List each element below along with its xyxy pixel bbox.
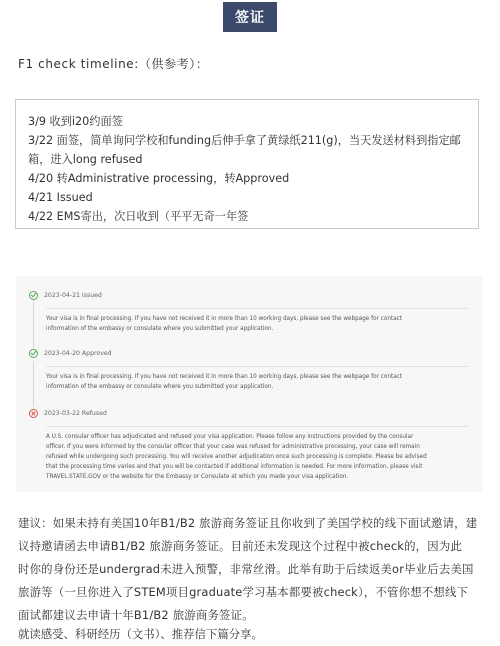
status-date-label: 2023-04-21 Issued: [44, 292, 102, 299]
advice-line: 面试都建议去申请十年B1/B2 旅游商务签证。: [18, 608, 254, 622]
timeline-line: 4/22 EMS寄出，次日收到（平平无奇一年签: [28, 210, 249, 223]
footer-note: 就读感受、科研经历（文书）、推荐信下篇分享。: [18, 627, 263, 641]
advice-line: 时你的身份还是undergrad未进入预警，非常丝滑。此举有助于后续返美or毕业后去美国: [18, 562, 474, 576]
status-text-line: TRAVEL.STATE.GOV or the website for the Embassy or Consulate at which you made your visa application.: [46, 474, 349, 480]
status-date-label: 2023-03-22 Refused: [44, 410, 107, 417]
status-text-line: that the processing time varies and that you will be contacted if additional information is needed. For more information, please visit: [46, 464, 423, 470]
status-description: [46, 426, 468, 482]
timeline-box: [15, 99, 479, 229]
timeline-line: 箱，进入long refused: [28, 153, 143, 166]
status-description: [46, 366, 468, 392]
status-text-line: refused while undergoing such processing. You will receive another adjudication once such processing is complete. Please be advised: [46, 454, 427, 460]
status-item-refused: [16, 409, 482, 482]
status-text-line: officer. If you were informed by the consular officer that your case was refused for administrative processing, your case will remain: [46, 444, 420, 450]
status-date-label: 2023-04-20 Approved: [44, 350, 112, 357]
status-item-issued: [16, 291, 482, 334]
visa-status-card: [16, 276, 482, 492]
advice-line: 旅游等（一旦你进入了STEM项目graduate学习基本都要被check），不管你想不想线下: [18, 585, 469, 599]
timeline-line: 4/20 转Administrative processing，转Approved: [28, 172, 290, 185]
timeline-line: 3/9 收到i20约面签: [28, 115, 123, 128]
check-circle-icon: [29, 349, 38, 358]
advice-line: 建议：如果未持有美国10年B1/B2 旅游商务签证且你收到了美国学校的线下面试邀请，建: [18, 516, 478, 530]
status-text-line: information of the embassy or consulate where you submitted your application.: [46, 384, 274, 390]
status-text-line: information of the embassy or consulate where you submitted your application.: [46, 326, 274, 332]
timeline-line: 3/22 面签，简单询问学校和funding后伸手拿了黄绿纸211(g)，当天发送材料到指定邮: [28, 134, 461, 147]
check-circle-icon: [29, 291, 38, 300]
status-text-line: A U.S. consular officer has adjudicated and refused your visa application. Please follow any instructions provided by the consular: [46, 434, 414, 440]
status-description: [46, 308, 468, 334]
status-text-line: Your visa is in final processing. If you have not received it in more than 10 working days, please see the webpage for contact: [46, 374, 403, 380]
x-circle-icon: [29, 409, 38, 418]
advice-line: 议持邀请函去申请B1/B2 旅游商务签证。目前还未发现这个过程中被check的，因为此: [18, 539, 463, 553]
timeline-line: 4/21 Issued: [28, 191, 93, 204]
status-item-approved: [16, 349, 482, 392]
advice-paragraph: [18, 512, 484, 627]
status-text-line: Your visa is in final processing. If you have not received it in more than 10 working days, please see the webpage for contact: [46, 316, 403, 322]
timeline-title: F1 check timeline:（供参考）：: [18, 57, 209, 71]
section-badge: 签证: [223, 2, 277, 32]
